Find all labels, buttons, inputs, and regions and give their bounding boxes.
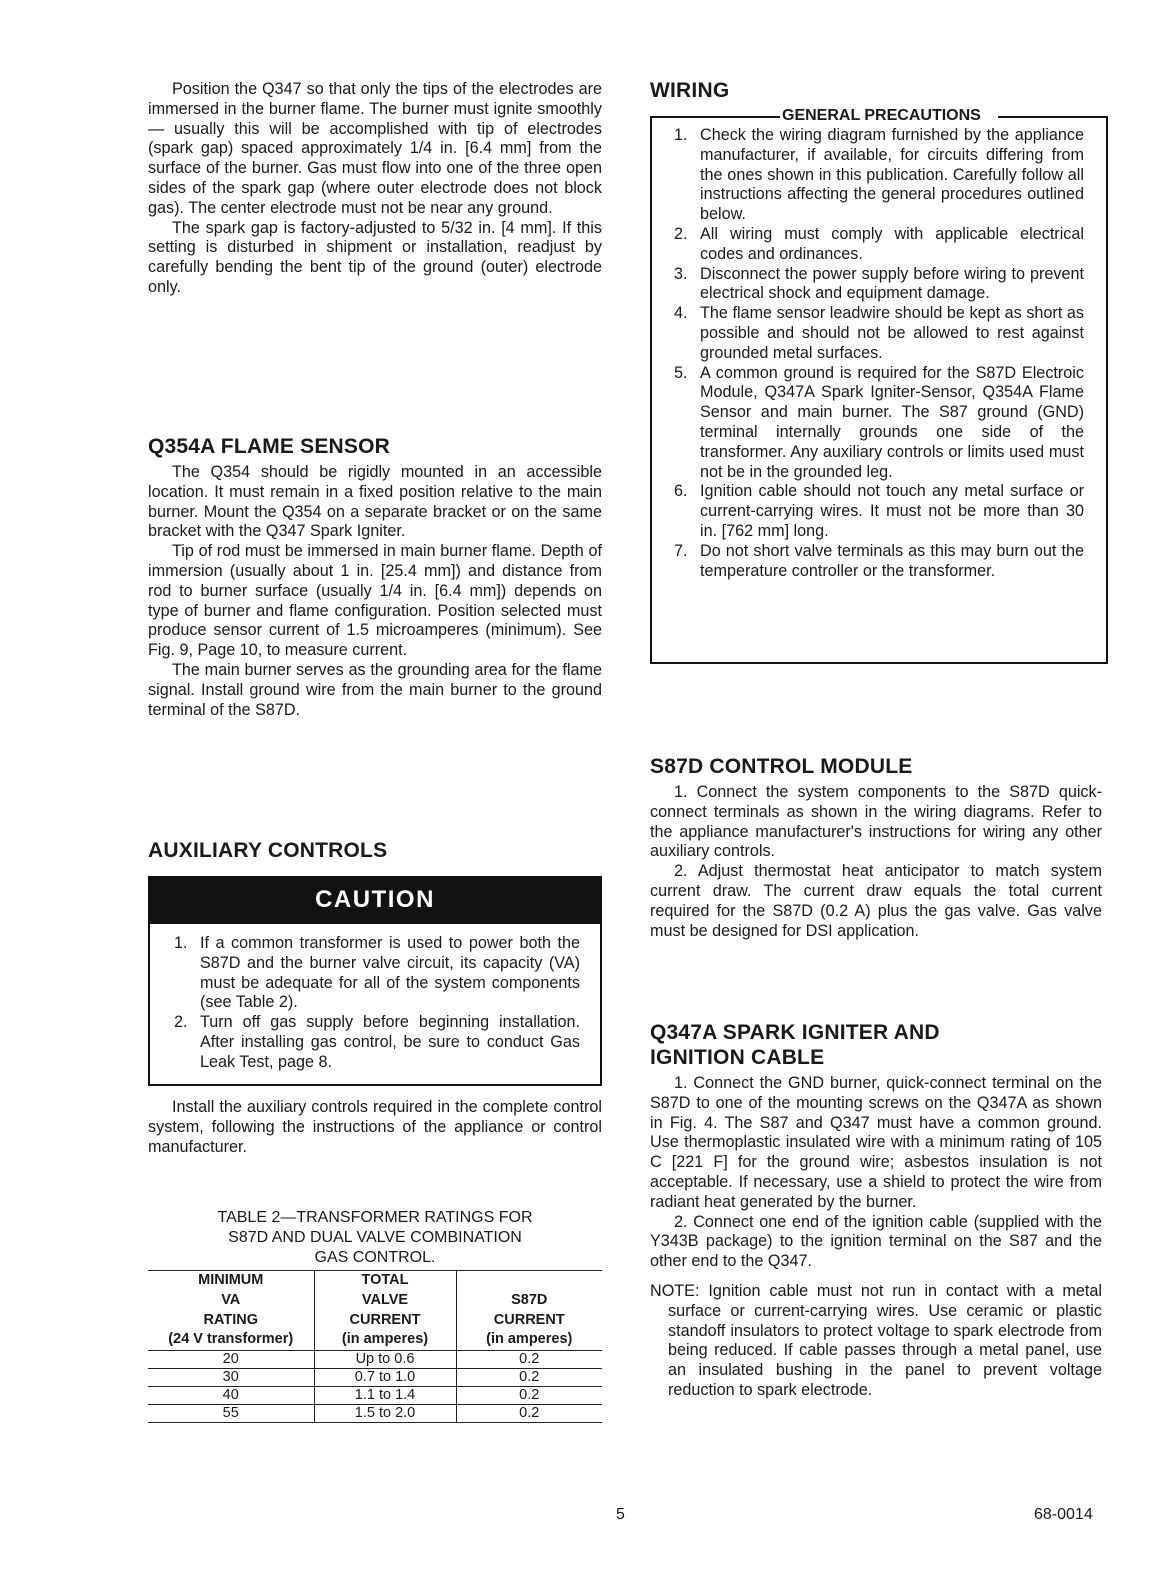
table-cell: 0.2	[456, 1369, 602, 1387]
section-heading: S87D CONTROL MODULE	[650, 755, 913, 778]
note-label: NOTE:	[650, 1281, 700, 1300]
table-cell: 1.5 to 2.0	[314, 1405, 456, 1423]
item-number: 6.	[674, 482, 688, 501]
section-heading: Q354A FLAME SENSOR	[148, 435, 391, 458]
caution-box	[148, 876, 602, 1086]
table-row	[148, 1369, 602, 1387]
list-item	[674, 364, 1084, 483]
item-number: 4.	[674, 304, 688, 323]
transformer-ratings-table	[148, 1270, 602, 1423]
precautions-list	[652, 116, 1106, 581]
item-text: Disconnect the power supply before wiring to prevent electrical shock and equipment damage.	[700, 264, 1084, 303]
table-cell: Up to 0.6	[314, 1351, 456, 1369]
table-cell: 0.2	[456, 1387, 602, 1405]
paragraph: Install the auxiliary controls required in the complete control system, following the instructions of the appliance or control manufacturer.	[148, 1098, 602, 1156]
table-cell: 0.2	[456, 1351, 602, 1369]
item-text: The flame sensor leadwire should be kept as short as possible and should not be allowed to rest against grounded metal surfaces.	[700, 304, 1084, 362]
paragraph: The Q354 should be rigidly mounted in an accessible location. It must remain in a fixed position relative to the main burner. Mount the Q354 on a separate bracket or on the same bracket with the Q347 Spark Igniter.	[148, 463, 602, 541]
item-text: Ignition cable should not touch any metal surface or current-carrying wires. It must not be more than 30 in. [762 mm] long.	[700, 482, 1084, 540]
item-number: 5.	[674, 363, 688, 382]
section-heading: AUXILIARY CONTROLS	[148, 839, 388, 862]
paragraph: The main burner serves as the grounding area for the flame signal. Install ground wire from the main burner to the ground terminal of the S87D.	[148, 660, 602, 719]
table-cell: 0.7 to 1.0	[314, 1369, 456, 1387]
paragraph: 2. Adjust thermostat heat anticipator to match system current draw. The current draw equals the total current required for the S87D (0.2 A) plus the gas valve. Gas valve must be designed for DSI application.	[650, 862, 1102, 940]
table-cell: 55	[148, 1405, 314, 1423]
item-text: Check the wiring diagram furnished by the appliance manufacturer, if available, for circuits differing from the ones shown in this publication. Carefully follow all instructions affecting the general procedures outlined below.	[700, 126, 1084, 224]
item-number: 1.	[674, 126, 688, 144]
list-item	[674, 126, 1084, 225]
list-item	[174, 934, 580, 1013]
caution-banner: CAUTION	[150, 876, 600, 924]
auxiliary-controls-heading-wrap	[148, 838, 602, 863]
table-title	[148, 1208, 602, 1268]
column-header: TOTAL VALVE CURRENT (in amperes)	[314, 1271, 456, 1351]
auxiliary-paragraph-wrap	[148, 1098, 602, 1157]
paragraph: Position the Q347 so that only the tips of the electrodes are immersed in the burner flame. The burner must ignite smoothly — usually this will be accomplished with tip of electrodes (spark gap) spaced approximately 1/4 in. [6.4 mm] from the surface of the burner. Gas must flow into one of the three open sides of the spark gap (where outer electrode does not block gas). The center electrode must not be near any ground.	[148, 80, 602, 217]
section-heading: IGNITION CABLE	[650, 1046, 825, 1069]
table-cell: 1.1 to 1.4	[314, 1387, 456, 1405]
section-heading: WIRING	[650, 79, 730, 102]
column-header: S87D CURRENT (in amperes)	[456, 1271, 602, 1351]
paragraph: The spark gap is factory-adjusted to 5/32 in. [4 mm]. If this setting is disturbed in shipment or installation, readjust by carefully bending the bent tip of the ground (outer) electrode only.	[148, 218, 602, 296]
item-number: 3.	[674, 264, 688, 283]
table-title-line: S87D AND DUAL VALVE COMBINATION	[228, 1229, 522, 1246]
note-text: Ignition cable must not run in contact with a metal surface or current-carrying wires. Use ceramic or plastic standoff insulators to protect voltage to spark electrode from being reduced. If cable passes through a metal panel, use an insulated bushing in the panel to prevent voltage reduction to spark electrode.	[668, 1281, 1103, 1399]
item-number: 7.	[674, 541, 688, 560]
precautions-box	[650, 116, 1108, 664]
list-item	[674, 482, 1084, 541]
paragraph: 1. Connect the system components to the S87D quick-connect terminals as shown in the wiring diagrams. Refer to the appliance manufacturer's instructions for wiring any other auxiliary controls.	[650, 783, 1102, 861]
paragraph: 1. Connect the GND burner, quick-connect terminal on the S87D to one of the mounting screws on the Q347A as shown in Fig. 4. The S87 and Q347 must have a common ground. Use thermoplastic insulated wire with a minimum rating of 105 C [221 F] for the ground wire; asbestos insulation is not acceptable. If necessary, use a shield to protect the wire from radiant heat generated by the burner.	[650, 1074, 1102, 1211]
electrode-position-section	[148, 80, 602, 298]
item-text: If a common transformer is used to power both the S87D and the burner valve circuit, its capacity (VA) must be adequate for all of the system components (see Table 2).	[200, 934, 580, 1012]
list-item	[174, 1013, 580, 1072]
caution-list	[150, 924, 600, 1073]
control-module-section	[650, 754, 1102, 941]
item-text: Do not short valve terminals as this may burn out the temperature controller or the transformer.	[700, 541, 1084, 580]
paragraph: Tip of rod must be immersed in main burner flame. Depth of immersion (usually about 1 in. [25.4 mm]) and distance from rod to burner surface (usually 1/4 in. [6.4 mm]) depends on type of burner and flame configuration. Position selected must produce sensor current of 1.5 microamperes (minimum). See Fig. 9, Page 10, to measure current.	[148, 542, 602, 660]
item-number: 2.	[674, 224, 688, 243]
table-cell: 20	[148, 1351, 314, 1369]
item-text: All wiring must comply with applicable electrical codes and ordinances.	[700, 224, 1084, 263]
table-row	[148, 1387, 602, 1405]
flame-sensor-section	[148, 434, 602, 720]
list-item	[674, 225, 1084, 265]
table-cell: 0.2	[456, 1405, 602, 1423]
item-number: 1.	[174, 934, 188, 952]
precautions-label: GENERAL PRECAUTIONS	[782, 107, 981, 124]
table-row	[148, 1351, 602, 1369]
table-title-line: GAS CONTROL.	[314, 1249, 436, 1266]
table-title-line: TABLE 2—TRANSFORMER RATINGS FOR	[217, 1209, 533, 1226]
section-heading: Q347A SPARK IGNITER AND	[650, 1021, 940, 1044]
note	[650, 1282, 1102, 1401]
list-item	[674, 542, 1084, 582]
list-item	[674, 265, 1084, 305]
table-cell: 30	[148, 1369, 314, 1387]
page-number: 5	[616, 1506, 625, 1523]
wiring-heading-wrap	[650, 78, 729, 103]
column-header: MINIMUM VA RATING (24 V transformer)	[168, 1272, 294, 1348]
table-cell: 40	[148, 1387, 314, 1405]
item-text: Turn off gas supply before beginning installation. After installing gas control, be sure to conduct Gas Leak Test, page 8.	[200, 1013, 580, 1071]
paragraph: 2. Connect one end of the ignition cable (supplied with the Y343B package) to the ignition terminal on the S87 and the other end to the Q347.	[650, 1212, 1102, 1271]
igniter-section	[650, 1020, 1102, 1401]
list-item	[674, 304, 1084, 363]
item-number: 2.	[174, 1013, 188, 1032]
document-number: 68-0014	[1034, 1506, 1093, 1523]
table-row	[148, 1405, 602, 1423]
item-text: A common ground is required for the S87D Electroic Module, Q347A Spark Igniter-Sensor, Q354A Flame Sensor and main burner. The S87 ground (GND) terminal internally grounds one side of the transformer. Any auxiliary controls or limits used must not be in the grounded leg.	[700, 363, 1084, 481]
